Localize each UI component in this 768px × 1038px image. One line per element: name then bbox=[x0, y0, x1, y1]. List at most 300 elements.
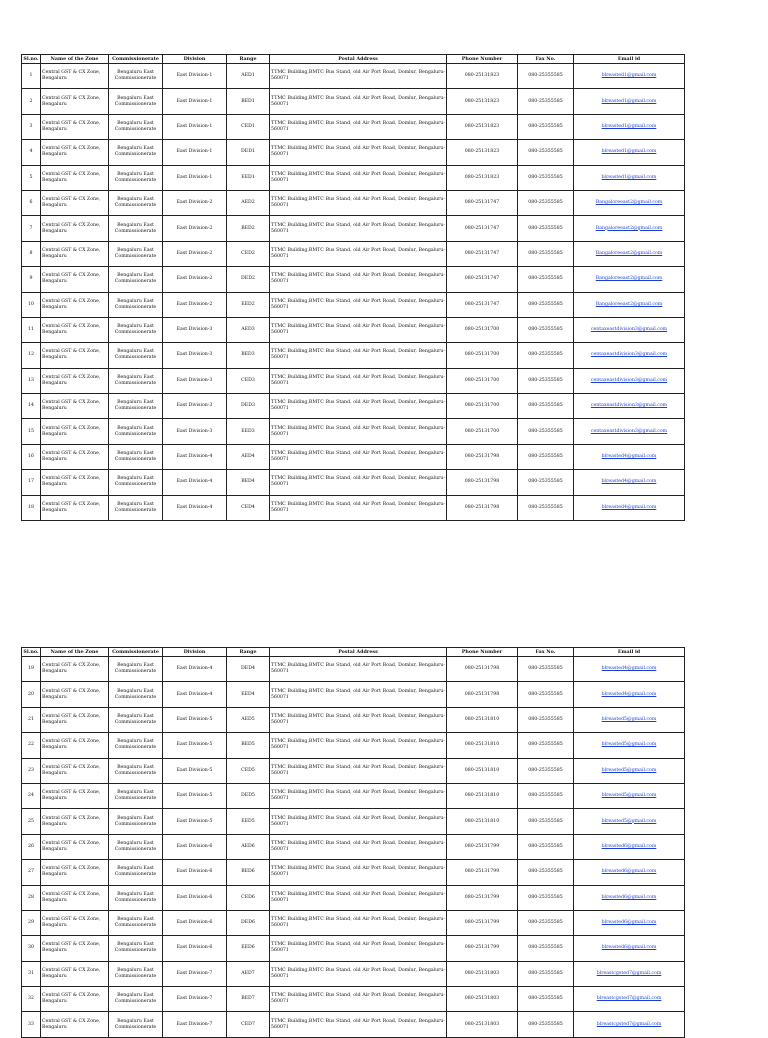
email-cell bbox=[574, 657, 685, 682]
header-sl-no: Sl.no. bbox=[23, 648, 39, 655]
fax-number-cell: 080-25355585 bbox=[518, 910, 574, 935]
fax-number-cell: 080-25355585 bbox=[518, 216, 574, 241]
serial-number-cell: 13 bbox=[22, 368, 41, 393]
table-row bbox=[22, 394, 685, 419]
email-cell bbox=[574, 317, 685, 342]
postal-address-cell: TTMC Building,BMTC Bus Stand, old Air Port Road, Domlur, Bengaluru-560071 bbox=[270, 834, 447, 859]
email-link[interactable]: Bangaloreeast2@gmail.com bbox=[595, 200, 663, 206]
zone-name-cell: Central GST & CX Zone, Bengaluru bbox=[41, 733, 109, 758]
email-link[interactable]: blreasted5@gmail.com bbox=[601, 767, 657, 773]
email-cell bbox=[574, 343, 685, 368]
commissionerate-cell: Bengaluru East Commissionerate bbox=[109, 114, 163, 139]
email-cell bbox=[574, 89, 685, 114]
division-cell: East Division-6 bbox=[163, 885, 227, 910]
phone-number-cell: 080-25131798 bbox=[447, 444, 518, 469]
division-cell: East Division-7 bbox=[163, 987, 227, 1012]
email-cell bbox=[574, 860, 685, 885]
fax-number-cell: 080-25355585 bbox=[518, 165, 574, 190]
phone-number-cell: 080-25131700 bbox=[447, 419, 518, 444]
commissionerate-cell: Bengaluru East Commissionerate bbox=[109, 470, 163, 495]
range-cell: AED5 bbox=[227, 707, 270, 732]
email-link[interactable]: centaxeastdivision3@gmail.com bbox=[590, 327, 668, 333]
serial-number-cell: 25 bbox=[22, 809, 41, 834]
phone-number-cell: 080-25131823 bbox=[447, 114, 518, 139]
fax-number-cell: 080-25355585 bbox=[518, 783, 574, 808]
email-link[interactable]: centaxeastdivision3@gmail.com bbox=[590, 428, 668, 434]
serial-number-cell: 21 bbox=[22, 707, 41, 732]
fax-number-cell: 080-25355585 bbox=[518, 64, 574, 89]
phone-number-cell: 080-25131798 bbox=[447, 470, 518, 495]
range-cell: EED1 bbox=[227, 165, 270, 190]
division-cell: East Division-4 bbox=[163, 470, 227, 495]
phone-number-cell: 080-25131823 bbox=[447, 64, 518, 89]
range-cell: DED3 bbox=[227, 394, 270, 419]
serial-number-cell: 4 bbox=[22, 140, 41, 165]
serial-number-cell: 17 bbox=[22, 470, 41, 495]
table-row bbox=[22, 470, 685, 495]
zone-name-cell: Central GST & CX Zone, Bengaluru bbox=[41, 394, 109, 419]
table-row bbox=[22, 860, 685, 885]
zone-name-cell: Central GST & CX Zone, Bengaluru bbox=[41, 317, 109, 342]
email-cell bbox=[574, 733, 685, 758]
fax-number-cell: 080-25355585 bbox=[518, 317, 574, 342]
commissionerate-cell: Bengaluru East Commissionerate bbox=[109, 241, 163, 266]
serial-number-cell: 19 bbox=[22, 657, 41, 682]
range-cell: EED5 bbox=[227, 809, 270, 834]
commissionerate-cell: Bengaluru East Commissionerate bbox=[109, 860, 163, 885]
email-link[interactable]: blreasted6@gmail.com bbox=[601, 869, 657, 875]
phone-number-cell: 080-25131803 bbox=[447, 987, 518, 1012]
fax-number-cell: 080-25355585 bbox=[518, 241, 574, 266]
postal-address-cell: TTMC Building,BMTC Bus Stand, old Air Port Road, Domlur, Bengaluru-560071 bbox=[270, 394, 447, 419]
fax-number-cell: 080-25355585 bbox=[518, 190, 574, 215]
commissionerate-cell: Bengaluru East Commissionerate bbox=[109, 343, 163, 368]
postal-address-cell: TTMC Building,BMTC Bus Stand, old Air Port Road, Domlur, Bengaluru-560071 bbox=[270, 987, 447, 1012]
commissionerate-cell: Bengaluru East Commissionerate bbox=[109, 885, 163, 910]
range-cell: AED1 bbox=[227, 64, 270, 89]
fax-number-cell: 080-25355585 bbox=[518, 809, 574, 834]
range-cell: CED7 bbox=[227, 1012, 270, 1037]
email-link[interactable]: blreasted4@gmail.com bbox=[601, 666, 657, 672]
phone-number-cell: 080-25131803 bbox=[447, 961, 518, 986]
postal-address-cell: TTMC Building,BMTC Bus Stand, old Air Port Road, Domlur, Bengaluru-560071 bbox=[270, 64, 447, 89]
header-row bbox=[22, 55, 685, 64]
serial-number-cell: 16 bbox=[22, 444, 41, 469]
table-row bbox=[22, 682, 685, 707]
division-cell: East Division-6 bbox=[163, 910, 227, 935]
range-cell: CED6 bbox=[227, 885, 270, 910]
range-cell: DED6 bbox=[227, 910, 270, 935]
commissionerate-cell: Bengaluru East Commissionerate bbox=[109, 317, 163, 342]
division-cell: East Division-4 bbox=[163, 444, 227, 469]
postal-address-cell: TTMC Building,BMTC Bus Stand, old Air Port Road, Domlur, Bengaluru-560071 bbox=[270, 910, 447, 935]
email-link[interactable]: blreastcgsted7@gmail.com bbox=[596, 1021, 662, 1027]
email-link[interactable]: Bangaloreeast2@gmail.com bbox=[595, 301, 663, 307]
email-cell bbox=[574, 140, 685, 165]
zone-name-cell: Central GST & CX Zone, Bengaluru bbox=[41, 783, 109, 808]
commissionerate-cell: Bengaluru East Commissionerate bbox=[109, 267, 163, 292]
email-link[interactable]: blreasted1@gmail.com bbox=[601, 123, 657, 129]
commissionerate-cell: Bengaluru East Commissionerate bbox=[109, 368, 163, 393]
header-postal-address: Postal Address bbox=[270, 55, 447, 64]
postal-address-cell: TTMC Building,BMTC Bus Stand, old Air Port Road, Domlur, Bengaluru-560071 bbox=[270, 657, 447, 682]
division-cell: East Division-4 bbox=[163, 495, 227, 520]
email-link[interactable]: centaxeastdivision3@gmail.com bbox=[590, 377, 668, 383]
zone-name-cell: Central GST & CX Zone, Bengaluru bbox=[41, 987, 109, 1012]
fax-number-cell: 080-25355585 bbox=[518, 267, 574, 292]
table-row bbox=[22, 758, 685, 783]
zone-name-cell: Central GST & CX Zone, Bengaluru bbox=[41, 809, 109, 834]
header-range: Range bbox=[227, 648, 270, 657]
division-cell: East Division-1 bbox=[163, 64, 227, 89]
commissionerate-cell: Bengaluru East Commissionerate bbox=[109, 64, 163, 89]
phone-number-cell: 080-25131810 bbox=[447, 707, 518, 732]
serial-number-cell: 23 bbox=[22, 758, 41, 783]
email-cell bbox=[574, 936, 685, 961]
division-cell: East Division-1 bbox=[163, 114, 227, 139]
zone-name-cell: Central GST & CX Zone, Bengaluru bbox=[41, 444, 109, 469]
phone-number-cell: 080-25131747 bbox=[447, 292, 518, 317]
serial-number-cell: 14 bbox=[22, 394, 41, 419]
table-row bbox=[22, 89, 685, 114]
email-link[interactable]: blreasted5@gmail.com bbox=[601, 742, 657, 748]
range-cell: AED3 bbox=[227, 317, 270, 342]
table-row bbox=[22, 809, 685, 834]
email-link[interactable]: Bangaloreeast2@gmail.com bbox=[595, 250, 663, 256]
email-link[interactable]: blreasted6@gmail.com bbox=[601, 843, 657, 849]
postal-address-cell: TTMC Building,BMTC Bus Stand, old Air Port Road, Domlur, Bengaluru-560071 bbox=[270, 317, 447, 342]
range-cell: BED6 bbox=[227, 860, 270, 885]
range-cell: AED7 bbox=[227, 961, 270, 986]
fax-number-cell: 080-25355585 bbox=[518, 114, 574, 139]
zone-name-cell: Central GST & CX Zone, Bengaluru bbox=[41, 165, 109, 190]
email-cell bbox=[574, 444, 685, 469]
commissionerate-cell: Bengaluru East Commissionerate bbox=[109, 216, 163, 241]
zone-name-cell: Central GST & CX Zone, Bengaluru bbox=[41, 292, 109, 317]
range-cell: AED4 bbox=[227, 444, 270, 469]
zone-name-cell: Central GST & CX Zone, Bengaluru bbox=[41, 241, 109, 266]
email-link[interactable]: centaxeastdivision3@gmail.com bbox=[590, 403, 668, 409]
email-cell bbox=[574, 267, 685, 292]
postal-address-cell: TTMC Building,BMTC Bus Stand, old Air Port Road, Domlur, Bengaluru-560071 bbox=[270, 190, 447, 215]
header-division: Division bbox=[163, 55, 227, 64]
commissionerate-cell: Bengaluru East Commissionerate bbox=[109, 961, 163, 986]
table-row bbox=[22, 834, 685, 859]
range-cell: BED3 bbox=[227, 343, 270, 368]
email-cell bbox=[574, 961, 685, 986]
zone-name-cell: Central GST & CX Zone, Bengaluru bbox=[41, 470, 109, 495]
fax-number-cell: 080-25355585 bbox=[518, 470, 574, 495]
email-link[interactable]: Bangaloreeast2@gmail.com bbox=[595, 225, 663, 231]
email-cell bbox=[574, 114, 685, 139]
range-cell: AED2 bbox=[227, 190, 270, 215]
range-cell: BED5 bbox=[227, 733, 270, 758]
email-cell bbox=[574, 682, 685, 707]
range-cell: CED2 bbox=[227, 241, 270, 266]
range-cell: EED6 bbox=[227, 936, 270, 961]
serial-number-cell: 31 bbox=[22, 961, 41, 986]
email-link[interactable]: blreastcgsted7@gmail.com bbox=[596, 996, 662, 1002]
division-cell: East Division-3 bbox=[163, 394, 227, 419]
zone-name-cell: Central GST & CX Zone, Bengaluru bbox=[41, 89, 109, 114]
header-row bbox=[22, 648, 685, 657]
header-postal-address: Postal Address bbox=[270, 648, 447, 657]
table-row bbox=[22, 343, 685, 368]
fax-number-cell: 080-25355585 bbox=[518, 758, 574, 783]
range-cell: CED5 bbox=[227, 758, 270, 783]
email-link[interactable]: centaxeastdivision3@gmail.com bbox=[590, 352, 668, 358]
email-link[interactable]: blreasted5@gmail.com bbox=[601, 793, 657, 799]
email-link[interactable]: blreasted4@gmail.com bbox=[601, 479, 657, 485]
range-cell: BED4 bbox=[227, 470, 270, 495]
header-commissionerate: Commissionerate bbox=[109, 648, 163, 657]
fax-number-cell: 080-25355585 bbox=[518, 368, 574, 393]
commissionerate-cell: Bengaluru East Commissionerate bbox=[109, 733, 163, 758]
email-link[interactable]: blreastcgsted7@gmail.com bbox=[596, 970, 662, 976]
fax-number-cell: 080-25355585 bbox=[518, 987, 574, 1012]
email-link[interactable]: blreasted6@gmail.com bbox=[601, 920, 657, 926]
division-cell: East Division-2 bbox=[163, 241, 227, 266]
email-link[interactable]: Bangaloreeast2@gmail.com bbox=[595, 276, 663, 282]
email-cell bbox=[574, 419, 685, 444]
range-cell: CED4 bbox=[227, 495, 270, 520]
division-cell: East Division-3 bbox=[163, 419, 227, 444]
zone-name-cell: Central GST & CX Zone, Bengaluru bbox=[41, 495, 109, 520]
commissionerate-cell: Bengaluru East Commissionerate bbox=[109, 419, 163, 444]
commissionerate-cell: Bengaluru East Commissionerate bbox=[109, 140, 163, 165]
range-cell: BED1 bbox=[227, 89, 270, 114]
division-cell: East Division-6 bbox=[163, 834, 227, 859]
header-email-id: Email id bbox=[574, 55, 685, 64]
email-cell bbox=[574, 394, 685, 419]
zone-name-cell: Central GST & CX Zone, Bengaluru bbox=[41, 936, 109, 961]
fax-number-cell: 080-25355585 bbox=[518, 834, 574, 859]
table-row bbox=[22, 495, 685, 520]
postal-address-cell: TTMC Building,BMTC Bus Stand, old Air Port Road, Domlur, Bengaluru-560071 bbox=[270, 783, 447, 808]
commissionerate-cell: Bengaluru East Commissionerate bbox=[109, 910, 163, 935]
table-row bbox=[22, 657, 685, 682]
email-cell bbox=[574, 910, 685, 935]
division-cell: East Division-5 bbox=[163, 707, 227, 732]
email-cell bbox=[574, 495, 685, 520]
serial-number-cell: 11 bbox=[22, 317, 41, 342]
fax-number-cell: 080-25355585 bbox=[518, 657, 574, 682]
commissionerate-cell: Bengaluru East Commissionerate bbox=[109, 707, 163, 732]
serial-number-cell: 32 bbox=[22, 987, 41, 1012]
commissionerate-cell: Bengaluru East Commissionerate bbox=[109, 682, 163, 707]
serial-number-cell: 15 bbox=[22, 419, 41, 444]
table-row bbox=[22, 910, 685, 935]
table-row bbox=[22, 885, 685, 910]
division-cell: East Division-2 bbox=[163, 292, 227, 317]
range-cell: EED4 bbox=[227, 682, 270, 707]
table-row bbox=[22, 114, 685, 139]
phone-number-cell: 080-25131823 bbox=[447, 140, 518, 165]
zone-name-cell: Central GST & CX Zone, Bengaluru bbox=[41, 267, 109, 292]
range-cell: CED3 bbox=[227, 368, 270, 393]
postal-address-cell: TTMC Building,BMTC Bus Stand, old Air Port Road, Domlur, Bengaluru-560071 bbox=[270, 292, 447, 317]
table-row bbox=[22, 64, 685, 89]
email-link[interactable]: blreasted4@gmail.com bbox=[601, 504, 657, 510]
table-row bbox=[22, 165, 685, 190]
serial-number-cell: 6 bbox=[22, 190, 41, 215]
serial-number-cell: 22 bbox=[22, 733, 41, 758]
table-row bbox=[22, 241, 685, 266]
postal-address-cell: TTMC Building,BMTC Bus Stand, old Air Port Road, Domlur, Bengaluru-560071 bbox=[270, 165, 447, 190]
commissionerate-cell: Bengaluru East Commissionerate bbox=[109, 809, 163, 834]
commissionerate-cell: Bengaluru East Commissionerate bbox=[109, 495, 163, 520]
zone-name-cell: Central GST & CX Zone, Bengaluru bbox=[41, 961, 109, 986]
division-cell: East Division-3 bbox=[163, 343, 227, 368]
email-cell bbox=[574, 470, 685, 495]
serial-number-cell: 7 bbox=[22, 216, 41, 241]
header-fax-no: Fax No. bbox=[518, 55, 574, 64]
email-link[interactable]: blreasted4@gmail.com bbox=[601, 454, 657, 460]
header-email-id: Email id bbox=[574, 648, 685, 657]
office-table-2 bbox=[21, 647, 685, 1038]
phone-number-cell: 080-25131700 bbox=[447, 394, 518, 419]
phone-number-cell: 080-25131799 bbox=[447, 860, 518, 885]
division-cell: East Division-1 bbox=[163, 165, 227, 190]
fax-number-cell: 080-25355585 bbox=[518, 733, 574, 758]
fax-number-cell: 080-25355585 bbox=[518, 444, 574, 469]
email-cell bbox=[574, 885, 685, 910]
phone-number-cell: 080-25131799 bbox=[447, 834, 518, 859]
header-range: Range bbox=[227, 55, 270, 64]
zone-name-cell: Central GST & CX Zone, Bengaluru bbox=[41, 190, 109, 215]
header-zone-name: Name of the Zone bbox=[41, 648, 109, 657]
table-row bbox=[22, 368, 685, 393]
postal-address-cell: TTMC Building,BMTC Bus Stand, old Air Port Road, Domlur, Bengaluru-560071 bbox=[270, 860, 447, 885]
phone-number-cell: 080-25131798 bbox=[447, 657, 518, 682]
commissionerate-cell: Bengaluru East Commissionerate bbox=[109, 89, 163, 114]
phone-number-cell: 080-25131798 bbox=[447, 682, 518, 707]
phone-number-cell: 080-25131799 bbox=[447, 910, 518, 935]
division-cell: East Division-2 bbox=[163, 267, 227, 292]
commissionerate-cell: Bengaluru East Commissionerate bbox=[109, 987, 163, 1012]
division-cell: East Division-7 bbox=[163, 1012, 227, 1037]
zone-name-cell: Central GST & CX Zone, Bengaluru bbox=[41, 368, 109, 393]
phone-number-cell: 080-25131798 bbox=[447, 495, 518, 520]
table-row bbox=[22, 783, 685, 808]
table-row bbox=[22, 707, 685, 732]
zone-name-cell: Central GST & CX Zone, Bengaluru bbox=[41, 343, 109, 368]
email-link[interactable]: blreasted4@gmail.com bbox=[601, 691, 657, 697]
fax-number-cell: 080-25355585 bbox=[518, 140, 574, 165]
postal-address-cell: TTMC Building,BMTC Bus Stand, old Air Port Road, Domlur, Bengaluru-560071 bbox=[270, 961, 447, 986]
serial-number-cell: 28 bbox=[22, 885, 41, 910]
fax-number-cell: 080-25355585 bbox=[518, 682, 574, 707]
email-link[interactable]: blreasted1@gmail.com bbox=[601, 149, 657, 155]
email-link[interactable]: blreasted1@gmail.com bbox=[601, 73, 657, 79]
serial-number-cell: 10 bbox=[22, 292, 41, 317]
table-row bbox=[22, 1012, 685, 1037]
fax-number-cell: 080-25355585 bbox=[518, 343, 574, 368]
email-link[interactable]: blreasted1@gmail.com bbox=[601, 98, 657, 104]
fax-number-cell: 080-25355585 bbox=[518, 885, 574, 910]
phone-number-cell: 080-25131747 bbox=[447, 190, 518, 215]
zone-name-cell: Central GST & CX Zone, Bengaluru bbox=[41, 834, 109, 859]
postal-address-cell: TTMC Building,BMTC Bus Stand, old Air Port Road, Domlur, Bengaluru-560071 bbox=[270, 707, 447, 732]
fax-number-cell: 080-25355585 bbox=[518, 419, 574, 444]
serial-number-cell: 30 bbox=[22, 936, 41, 961]
postal-address-cell: TTMC Building,BMTC Bus Stand, old Air Port Road, Domlur, Bengaluru-560071 bbox=[270, 1012, 447, 1037]
phone-number-cell: 080-25131700 bbox=[447, 368, 518, 393]
commissionerate-cell: Bengaluru East Commissionerate bbox=[109, 190, 163, 215]
table-row bbox=[22, 733, 685, 758]
table-row bbox=[22, 216, 685, 241]
phone-number-cell: 080-25131799 bbox=[447, 936, 518, 961]
header-phone-number: Phone Number bbox=[447, 648, 518, 657]
division-cell: East Division-6 bbox=[163, 860, 227, 885]
phone-number-cell: 080-25131810 bbox=[447, 733, 518, 758]
division-cell: East Division-3 bbox=[163, 368, 227, 393]
header-sl-no: Sl.no. bbox=[23, 55, 39, 62]
phone-number-cell: 080-25131799 bbox=[447, 885, 518, 910]
email-link[interactable]: blreasted5@gmail.com bbox=[601, 818, 657, 824]
zone-name-cell: Central GST & CX Zone, Bengaluru bbox=[41, 910, 109, 935]
zone-name-cell: Central GST & CX Zone, Bengaluru bbox=[41, 657, 109, 682]
range-cell: CED1 bbox=[227, 114, 270, 139]
serial-number-cell: 1 bbox=[22, 64, 41, 89]
serial-number-cell: 29 bbox=[22, 910, 41, 935]
division-cell: East Division-1 bbox=[163, 89, 227, 114]
email-cell bbox=[574, 190, 685, 215]
email-link[interactable]: blreasted6@gmail.com bbox=[601, 894, 657, 900]
email-link[interactable]: blreasted5@gmail.com bbox=[601, 716, 657, 722]
range-cell: BED2 bbox=[227, 216, 270, 241]
header-zone-name: Name of the Zone bbox=[41, 55, 109, 64]
fax-number-cell: 080-25355585 bbox=[518, 860, 574, 885]
range-cell: DED4 bbox=[227, 657, 270, 682]
table-row bbox=[22, 961, 685, 986]
division-cell: East Division-1 bbox=[163, 140, 227, 165]
email-cell bbox=[574, 1012, 685, 1037]
table-row bbox=[22, 419, 685, 444]
commissionerate-cell: Bengaluru East Commissionerate bbox=[109, 834, 163, 859]
email-link[interactable]: blreasted1@gmail.com bbox=[601, 174, 657, 180]
zone-name-cell: Central GST & CX Zone, Bengaluru bbox=[41, 860, 109, 885]
email-link[interactable]: blreasted6@gmail.com bbox=[601, 945, 657, 951]
phone-number-cell: 080-25131810 bbox=[447, 809, 518, 834]
email-cell bbox=[574, 987, 685, 1012]
fax-number-cell: 080-25355585 bbox=[518, 936, 574, 961]
range-cell: BED7 bbox=[227, 987, 270, 1012]
table-row bbox=[22, 987, 685, 1012]
zone-name-cell: Central GST & CX Zone, Bengaluru bbox=[41, 140, 109, 165]
fax-number-cell: 080-25355585 bbox=[518, 495, 574, 520]
postal-address-cell: TTMC Building,BMTC Bus Stand, old Air Port Road, Domlur, Bengaluru-560071 bbox=[270, 885, 447, 910]
header-commissionerate: Commissionerate bbox=[109, 55, 163, 64]
postal-address-cell: TTMC Building,BMTC Bus Stand, old Air Port Road, Domlur, Bengaluru-560071 bbox=[270, 758, 447, 783]
table-row bbox=[22, 317, 685, 342]
fax-number-cell: 080-25355585 bbox=[518, 89, 574, 114]
phone-number-cell: 080-25131810 bbox=[447, 783, 518, 808]
phone-number-cell: 080-25131747 bbox=[447, 241, 518, 266]
range-cell: EED2 bbox=[227, 292, 270, 317]
phone-number-cell: 080-25131823 bbox=[447, 89, 518, 114]
commissionerate-cell: Bengaluru East Commissionerate bbox=[109, 444, 163, 469]
email-cell bbox=[574, 64, 685, 89]
division-cell: East Division-5 bbox=[163, 809, 227, 834]
postal-address-cell: TTMC Building,BMTC Bus Stand, old Air Port Road, Domlur, Bengaluru-560071 bbox=[270, 495, 447, 520]
fax-number-cell: 080-25355585 bbox=[518, 1012, 574, 1037]
range-cell: AED6 bbox=[227, 834, 270, 859]
zone-name-cell: Central GST & CX Zone, Bengaluru bbox=[41, 758, 109, 783]
division-cell: East Division-2 bbox=[163, 190, 227, 215]
postal-address-cell: TTMC Building,BMTC Bus Stand, old Air Port Road, Domlur, Bengaluru-560071 bbox=[270, 444, 447, 469]
commissionerate-cell: Bengaluru East Commissionerate bbox=[109, 758, 163, 783]
